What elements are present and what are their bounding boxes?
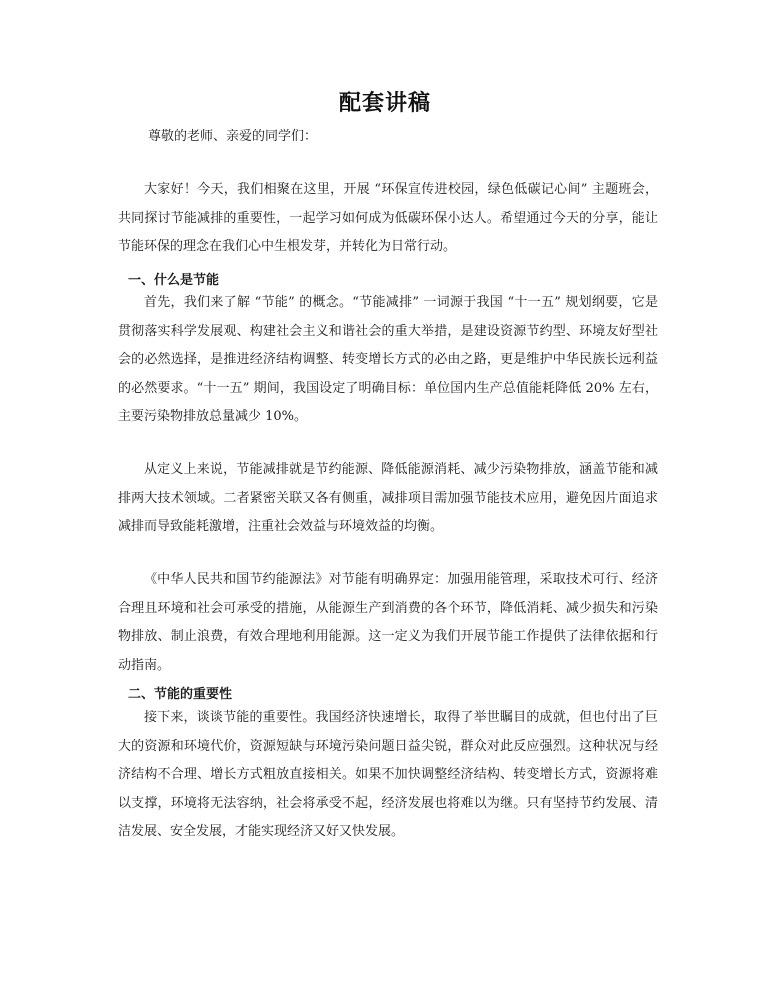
section1-paragraph-1: 首先，我们来了解 “节能” 的概念。“节能减排” 一词源于我国 “十一五” 规划纲要，它是贯彻落实科学发展观、构建社会主义和谐社会的重大举措，是建设资源节约型、环境友好型社会的必然选择，是推进经济结构调整、转变增长方式的必由之路，更是维护中华民族长远利益的必然要求。“十一五” 期间，我国设定了明确目标：单位国内生产总值能耗降低 20% 左右，主要污染物排放总量减少 10%。: [118, 295, 658, 424]
section1-paragraph-2: 从定义上来说，节能减排就是节约能源、降低能源消耗、减少污染物排放，涵盖节能和减排两大技术领域。二者紧密关联又各有侧重，减排项目需加强节能技术应用，避免因片面追求减排而导致能耗激增，注重社会效益与环境效益的均衡。: [118, 462, 658, 534]
salutation: 尊敬的老师、亲爱的同学们：: [148, 129, 318, 144]
section-heading-2: 二、节能的重要性: [128, 687, 233, 702]
intro-paragraph: 大家好！今天，我们相聚在这里，开展 “环保宣传进校园，绿色低碳记心间” 主题班会，共同探讨节能减排的重要性，一起学习如何成为低碳环保小达人。希望通过今天的分享，能让节能环保的理念在我们心中生根发芽，并转化为日常行动。: [118, 182, 658, 254]
section2-paragraph-1: 接下来，谈谈节能的重要性。我国经济快速增长，取得了举世瞩目的成就，但也付出了巨大的资源和环境代价，资源短缺与环境污染问题日益尖锐，群众对此反应强烈。这种状况与经济结构不合理、增长方式粗放直接相关。如果不加快调整经济结构、转变增长方式，资源将难以支撑，环境将无法容纳，社会将承受不起，经济发展也将难以为继。只有坚持节约发展、清洁发展、安全发展，才能实现经济又好又快发展。: [118, 710, 658, 839]
section-heading-1: 一、什么是节能: [128, 273, 220, 288]
page-title: 配套讲稿: [338, 90, 431, 116]
section1-paragraph-3: 《中华人民共和国节约能源法》对节能有明确界定：加强用能管理，采取技术可行、经济合理且环境和社会可承受的措施，从能源生产到消费的各个环节，降低消耗、减少损失和污染物排放、制止浪费，有效合理地利用能源。这一定义为我们开展节能工作提供了法律依据和行动指南。: [118, 572, 658, 673]
